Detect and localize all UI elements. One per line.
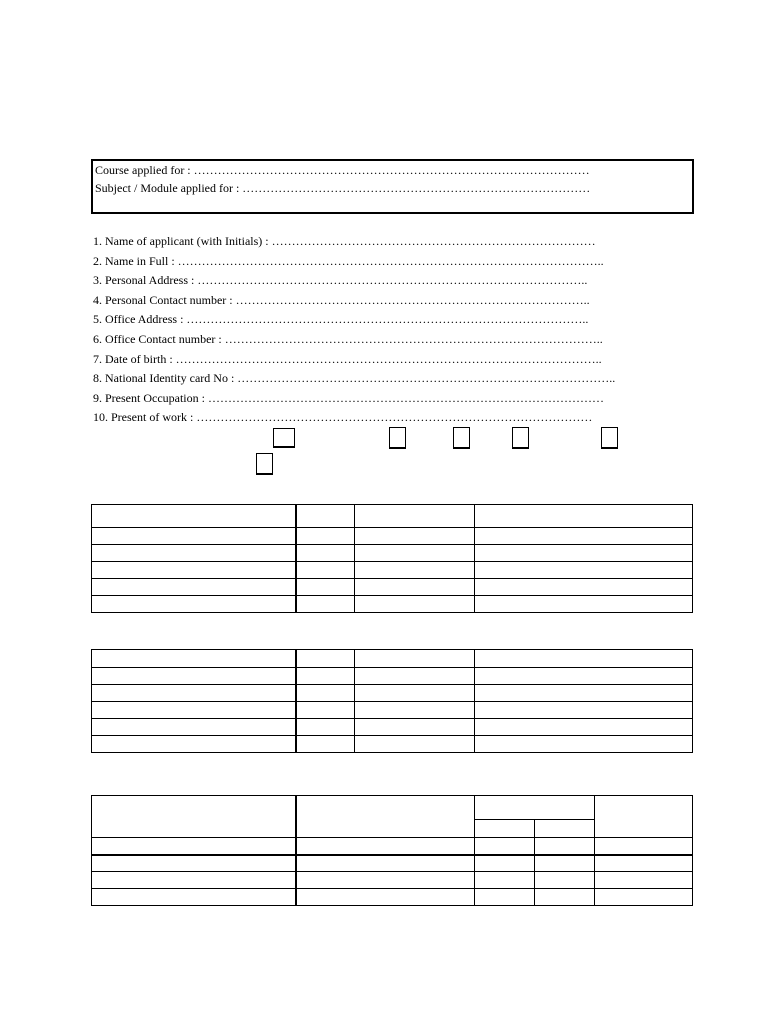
table-cell[interactable]	[296, 650, 355, 668]
table-row	[92, 528, 693, 545]
table-cell[interactable]	[595, 889, 693, 906]
table-cell[interactable]	[535, 855, 595, 872]
table-2	[91, 649, 693, 753]
table-row	[92, 685, 693, 702]
table-row	[92, 668, 693, 685]
field-office-address[interactable]: 5. Office Address : ………………………………………………………………………………………..	[93, 312, 589, 327]
table-cell[interactable]	[296, 855, 475, 872]
table-cell[interactable]	[595, 872, 693, 889]
table-cell[interactable]	[92, 596, 296, 613]
table-row	[92, 872, 693, 889]
table-cell[interactable]	[296, 668, 355, 685]
table-cell[interactable]	[92, 719, 296, 736]
table-cell[interactable]	[595, 838, 693, 855]
table-cell[interactable]	[355, 736, 475, 753]
table-row	[92, 719, 693, 736]
table-cell[interactable]	[475, 889, 535, 906]
field-date-of-birth[interactable]: 7. Date of birth : ……………………………………………………………………………………………..	[93, 351, 602, 366]
table-row	[92, 545, 693, 562]
table-cell[interactable]	[475, 719, 693, 736]
table-cell[interactable]	[92, 796, 296, 838]
table-cell[interactable]	[92, 838, 296, 855]
subject-module-line[interactable]: Subject / Module applied for : ……………………………………………………………………………	[95, 181, 591, 195]
table-cell[interactable]	[296, 562, 355, 579]
table-cell[interactable]	[535, 889, 595, 906]
table-cell[interactable]	[355, 650, 475, 668]
table-cell[interactable]	[475, 702, 693, 719]
table-row	[92, 596, 693, 613]
course-applied-box	[91, 159, 694, 214]
table-cell[interactable]	[355, 719, 475, 736]
field-nic-number[interactable]: 8. National Identity card No : …………………………………………………………………………………..	[93, 371, 616, 386]
field-name-initials[interactable]: 1. Name of applicant (with Initials) : ………………………………………………………………………	[93, 234, 596, 248]
table-cell[interactable]	[475, 872, 535, 889]
table-cell[interactable]	[355, 702, 475, 719]
table-cell[interactable]	[92, 685, 296, 702]
table-cell[interactable]	[475, 820, 535, 838]
table-cell[interactable]	[595, 796, 693, 838]
table-cell[interactable]	[355, 528, 475, 545]
table-cell[interactable]	[475, 505, 693, 528]
table-cell[interactable]	[92, 736, 296, 753]
table-cell[interactable]	[535, 838, 595, 855]
course-applied-line[interactable]: Course applied for : ………………………………………………………………………………………	[95, 163, 590, 177]
checkbox-3[interactable]	[453, 427, 470, 449]
checkbox-2[interactable]	[389, 427, 406, 449]
field-present-occupation[interactable]: 9. Present Occupation : ………………………………………………………………………………………	[93, 390, 604, 405]
table-cell[interactable]	[355, 545, 475, 562]
table-cell[interactable]	[92, 562, 296, 579]
table-cell[interactable]	[355, 505, 475, 528]
field-personal-address[interactable]: 3. Personal Address : ……………………………………………………………………………………..	[93, 273, 588, 288]
table-cell[interactable]	[475, 685, 693, 702]
table-row	[92, 889, 693, 906]
table-cell[interactable]	[535, 872, 595, 889]
table-cell[interactable]	[296, 872, 475, 889]
table-cell[interactable]	[296, 528, 355, 545]
checkbox-4[interactable]	[512, 427, 529, 449]
table-cell[interactable]	[595, 855, 693, 872]
table-cell[interactable]	[296, 579, 355, 596]
table-cell[interactable]	[296, 736, 355, 753]
table-cell[interactable]	[296, 685, 355, 702]
table-cell[interactable]	[475, 528, 693, 545]
table-3	[91, 795, 693, 906]
table-cell[interactable]	[296, 505, 355, 528]
table-cell[interactable]	[92, 650, 296, 668]
table-cell[interactable]	[475, 579, 693, 596]
checkbox-1[interactable]	[273, 428, 295, 448]
table-row	[92, 796, 693, 820]
table-cell[interactable]	[296, 596, 355, 613]
field-personal-contact[interactable]: 4. Personal Contact number : ……………………………………………………………………………..	[93, 292, 590, 307]
table-cell[interactable]	[475, 562, 693, 579]
table-cell[interactable]	[475, 668, 693, 685]
field-office-contact[interactable]: 6. Office Contact number : …………………………………………………………………………………..	[93, 331, 603, 346]
table-1	[91, 504, 693, 613]
applicant-fields	[93, 232, 653, 428]
table-row	[92, 562, 693, 579]
table-cell[interactable]	[296, 889, 475, 906]
table-cell[interactable]	[296, 796, 475, 838]
table-cell[interactable]	[92, 579, 296, 596]
checkbox-5[interactable]	[601, 427, 618, 449]
table-row	[92, 650, 693, 668]
table-row	[92, 838, 693, 855]
table-cell[interactable]	[355, 596, 475, 613]
table-cell[interactable]	[92, 855, 296, 872]
table-cell[interactable]	[296, 719, 355, 736]
table-cell[interactable]	[475, 838, 535, 855]
table-cell[interactable]	[355, 668, 475, 685]
table-row	[92, 702, 693, 719]
table-cell[interactable]	[535, 820, 595, 838]
checkbox-6[interactable]	[256, 453, 273, 475]
field-present-work[interactable]: 10. Present of work : ………………………………………………………………………………………	[93, 410, 593, 425]
table-cell[interactable]	[355, 579, 475, 596]
table-cell[interactable]	[296, 545, 355, 562]
table-cell[interactable]	[475, 736, 693, 753]
table-cell[interactable]	[355, 685, 475, 702]
table-cell[interactable]	[92, 505, 296, 528]
table-cell[interactable]	[475, 796, 595, 820]
table-cell[interactable]	[92, 872, 296, 889]
table-cell[interactable]	[475, 596, 693, 613]
table-cell[interactable]	[92, 545, 296, 562]
table-cell[interactable]	[296, 838, 475, 855]
table-cell[interactable]	[475, 855, 535, 872]
table-cell[interactable]	[475, 545, 693, 562]
field-name-full[interactable]: 2. Name in Full : ……………………………………………………………………………………………..	[93, 253, 604, 268]
table-row	[92, 505, 693, 528]
table-row	[92, 579, 693, 596]
table-cell[interactable]	[92, 889, 296, 906]
table-cell[interactable]	[92, 702, 296, 719]
table-cell[interactable]	[92, 528, 296, 545]
table-row	[92, 855, 693, 872]
table-cell[interactable]	[355, 562, 475, 579]
table-cell[interactable]	[475, 650, 693, 668]
table-row	[92, 736, 693, 753]
table-cell[interactable]	[92, 668, 296, 685]
table-cell[interactable]	[296, 702, 355, 719]
